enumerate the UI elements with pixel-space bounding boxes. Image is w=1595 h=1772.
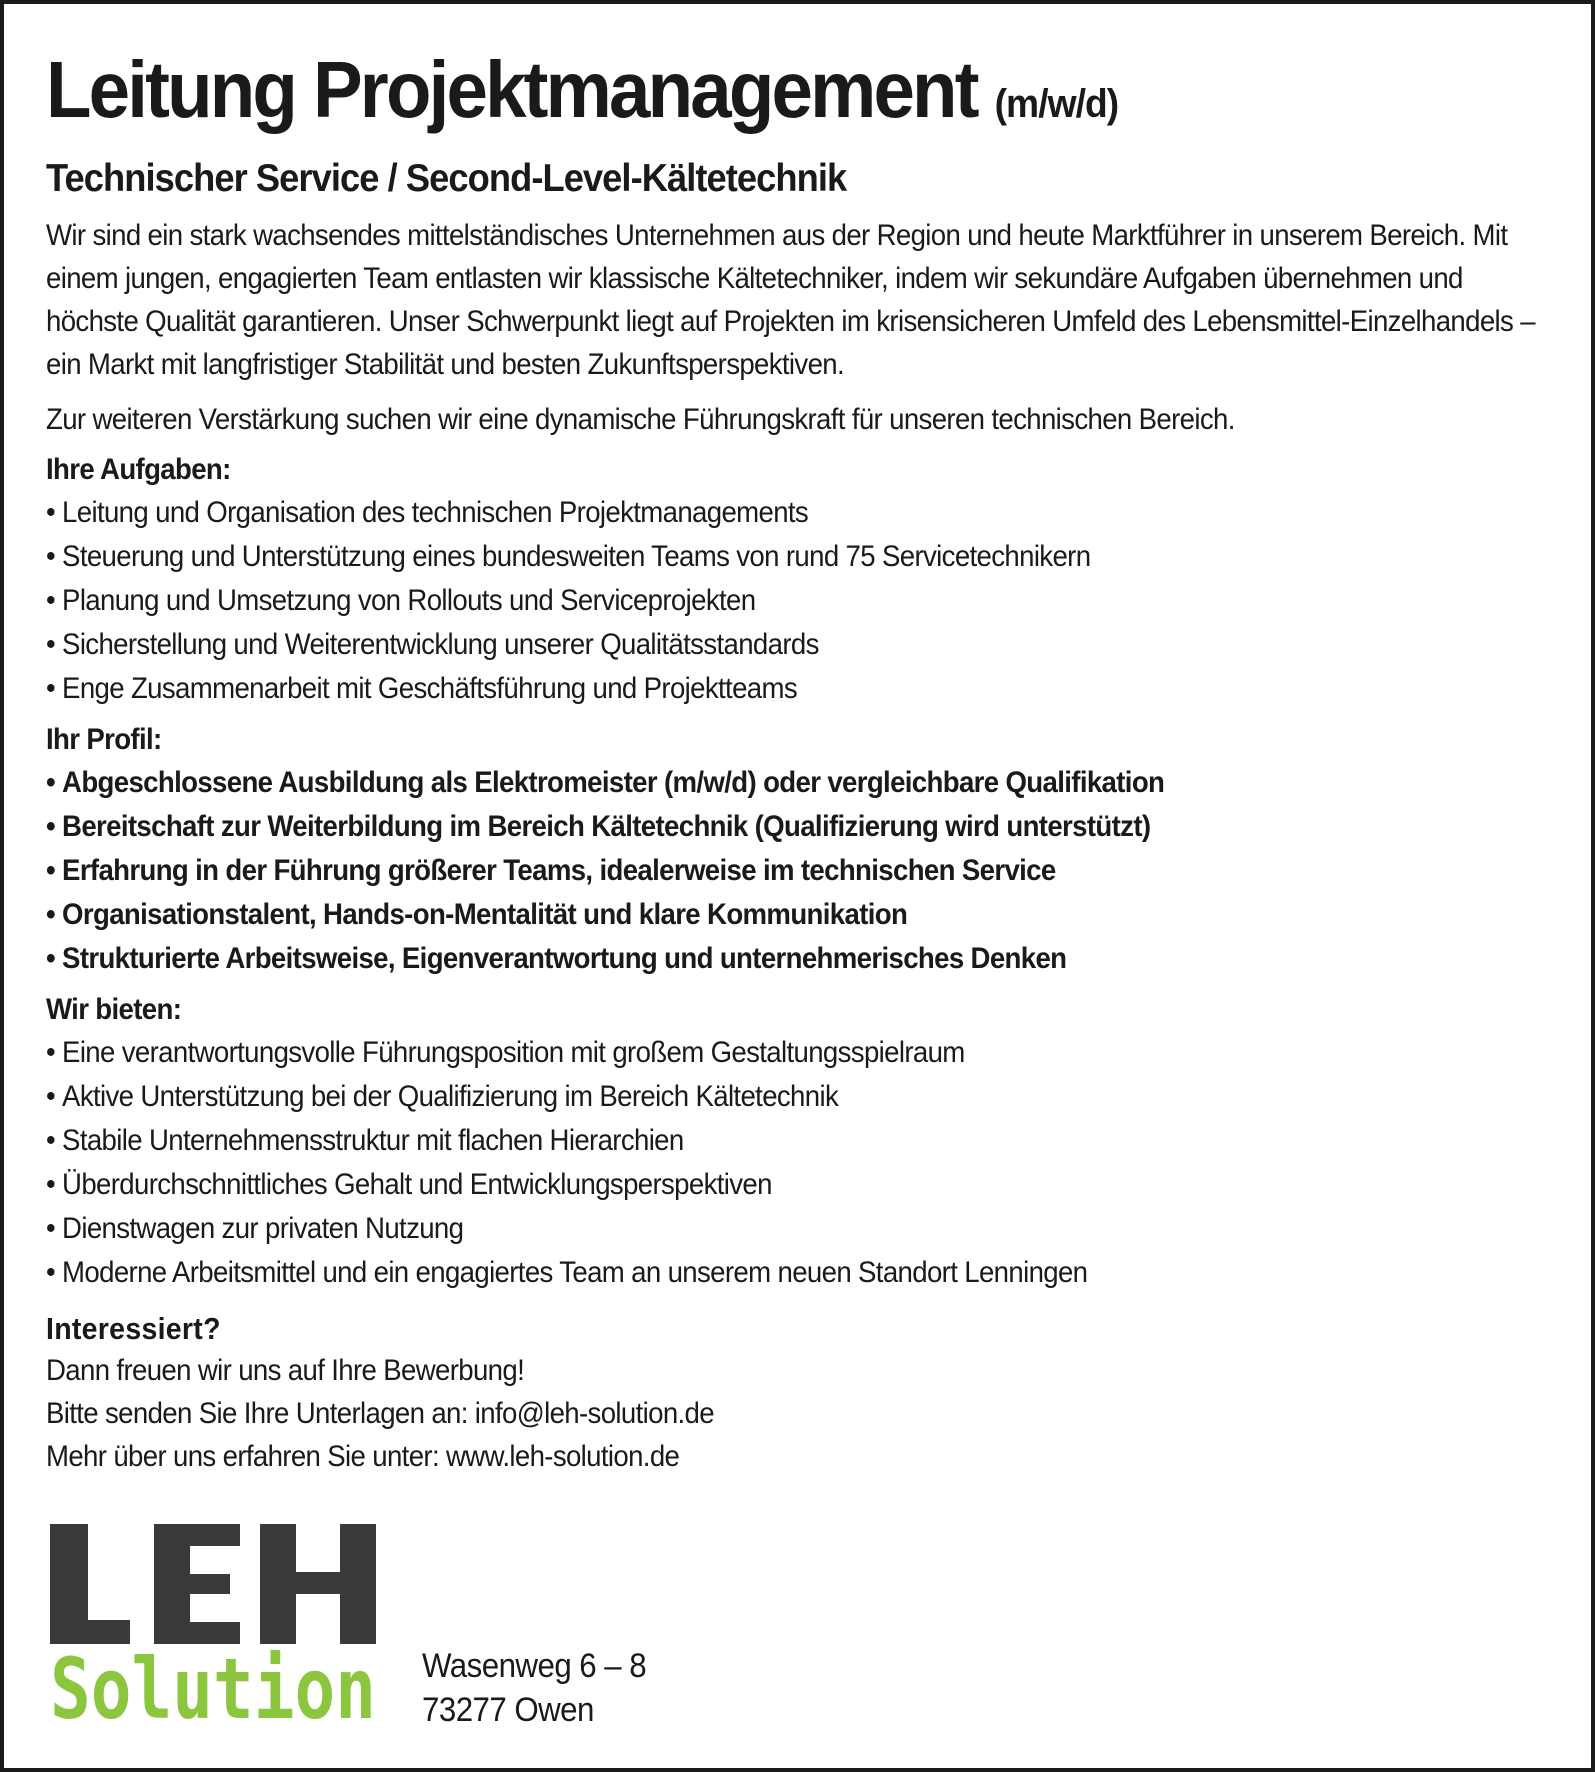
list-item: • Strukturierte Arbeitsweise, Eigenverantwortung und unternehmerisches Denken [46,937,1555,981]
tasks-list [46,491,1555,711]
list-item: • Bereitschaft zur Weiterbildung im Bereich Kältetechnik (Qualifizierung wird unterstützt) [46,805,1555,849]
contact-line-website [46,1435,1555,1478]
list-item: • Aktive Unterstützung bei der Qualifizierung im Bereich Kältetechnik [46,1075,1555,1119]
gender-suffix: (m/w/d) [994,82,1119,126]
contact-heading: Interessiert? [46,1311,221,1346]
logo-solution-text: Solution [50,1640,376,1738]
logo-letter-e-top [154,1524,240,1546]
search-paragraph: Zur weiteren Verstärkung suchen wir eine dynamische Führungskraft für unseren technischen Bereich. [46,403,1235,436]
list-item: • Erfahrung in der Führung größerer Teams, idealerweise im technischen Service [46,849,1555,893]
email-label: Bitte senden Sie Ihre Unterlagen an: [46,1397,475,1430]
list-item: • Organisationstalent, Hands-on-Mentalität und klare Kommunikation [46,893,1555,937]
list-item: • Eine verantwortungsvolle Führungsposition mit großem Gestaltungsspielraum [46,1031,1555,1075]
list-item: • Planung und Umsetzung von Rollouts und Serviceprojekten [46,579,1555,623]
profile-heading: Ihr Profil: [46,723,162,756]
address-street: Wasenweg 6 – 8 [422,1647,647,1685]
list-item: • Stabile Unternehmensstruktur mit flachen Hierarchien [46,1119,1555,1163]
logo-letter-e-middle [154,1574,230,1594]
list-item: • Leitung und Organisation des technischen Projektmanagements [46,491,1555,535]
offer-heading: Wir bieten: [46,993,182,1026]
company-address [422,1644,646,1732]
logo-leh-letters [50,1524,376,1644]
list-item: • Abgeschlossene Ausbildung als Elektromeister (m/w/d) oder vergleichbare Qualifikation [46,761,1555,805]
company-logo [50,1524,380,1738]
job-title [46,45,1446,146]
logo-letter-h-bar [260,1572,376,1594]
ad-body [46,214,1555,1478]
list-item: • Sicherstellung und Weiterentwicklung unserer Qualitätsstandards [46,623,1555,667]
intro-paragraph: Wir sind ein stark wachsendes mittelständisches Unternehmen aus der Region und heute Marktführer in unserem Bereich. Mit einem jungen, engagierten Team entlasten wir klassische Kältetechniker, indem wir sekundäre Aufgaben übernehmen und höchste Qualität garantieren. Unser Schwerpunkt liegt auf Projekten im krisensicheren Umfeld des Lebensmittel-Einzelhandels – ein Markt mit langfristiger Stabilität und besten Zukunftsperspektiven. [46,219,1535,381]
tasks-heading: Ihre Aufgaben: [46,453,231,486]
job-subtitle: Technischer Service / Second-Level-Kältetechnik [46,157,847,200]
list-item: • Dienstwagen zur privaten Nutzung [46,1207,1555,1251]
profile-list [46,761,1555,981]
website-link[interactable]: www.leh-solution.de [446,1440,680,1473]
list-item: • Moderne Arbeitsmittel und ein engagiertes Team an unserem neuen Standort Lenningen [46,1251,1555,1295]
offer-list [46,1031,1555,1295]
address-city: 73277 Owen [422,1691,594,1729]
contact-line-invitation: Dann freuen wir uns auf Ihre Bewerbung! [46,1354,525,1387]
list-item: • Überdurchschnittliches Gehalt und Entwicklungsperspektiven [46,1163,1555,1207]
list-item: • Steuerung und Unterstützung eines bundesweiten Teams von rund 75 Servicetechnikern [46,535,1555,579]
list-item: • Enge Zusammenarbeit mit Geschäftsführung und Projektteams [46,667,1555,711]
contact-line-email [46,1392,1555,1435]
website-label: Mehr über uns erfahren Sie unter: [46,1440,447,1473]
job-title-text: Leitung Projektmanagement [46,45,977,134]
email-link[interactable]: info@leh-solution.de [474,1397,714,1430]
